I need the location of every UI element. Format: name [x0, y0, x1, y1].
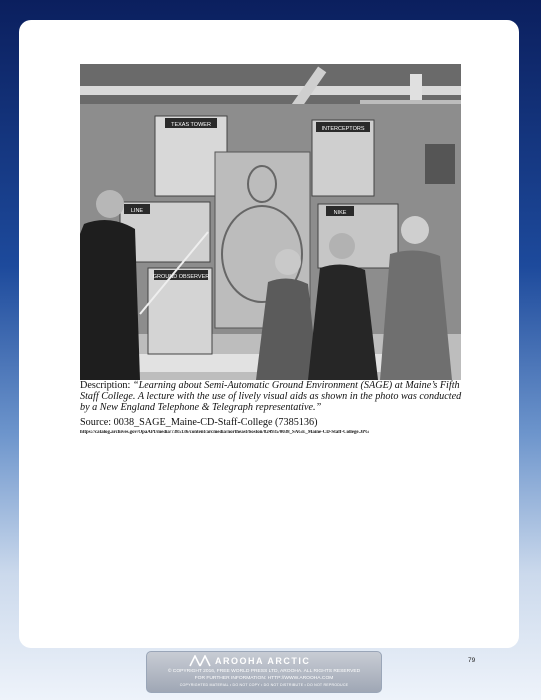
- sign-ground-observer: GROUND OBSERVER: [152, 274, 210, 280]
- footer-logo: [189, 655, 310, 667]
- footer-copyright: © COPYRIGHT 2016, FREE WORLD PRESS LTD, AROOHA. ALL RIGHTS RESERVED: [167, 669, 361, 674]
- sign-interceptors: INTERCEPTORS: [321, 126, 365, 132]
- source-url-link[interactable]: https://catalog.archives.gov/OpaAPI/media/7385136/content/arcmedia/northeast/boston/824935/0038_SAGE_Maine-CD-Staff-College.JPG: [80, 430, 370, 435]
- footer-logo-text: AROOHA ARCTIC: [215, 656, 311, 666]
- sign-texas-tower: TEXAS TOWER: [171, 122, 211, 128]
- sign-nike: NIKE: [333, 210, 347, 216]
- sign-line: LINE: [130, 208, 144, 214]
- copyright-footer: [146, 651, 382, 693]
- page-number: 79: [468, 657, 476, 664]
- archival-photo: [80, 64, 461, 380]
- photo-source: Source: 0038_SAGE_Maine-CD-Staff-College (7385136): [80, 417, 318, 428]
- description-label: Description:: [80, 380, 133, 391]
- description-text: “Learning about Semi-Automatic Ground Environment (SAGE) at Maine’s Fifth Staff College. A lecture with the use of lively visual aids as shown in the photo was conducted by a New England Telephone & Telegraph representative.”: [80, 380, 462, 414]
- arooha-logo-icon: [189, 655, 211, 667]
- lecture-photo-illustration: [80, 64, 461, 380]
- footer-info: FOR FURTHER INFORMATION: HTTP://WWW.AROOHA.COM: [194, 676, 334, 681]
- photo-description: [80, 380, 470, 414]
- footer-notice: COPYRIGHTED MATERIAL • DO NOT COPY • DO NOT DISTRIBUTE • DO NOT REPRODUCE: [179, 683, 349, 687]
